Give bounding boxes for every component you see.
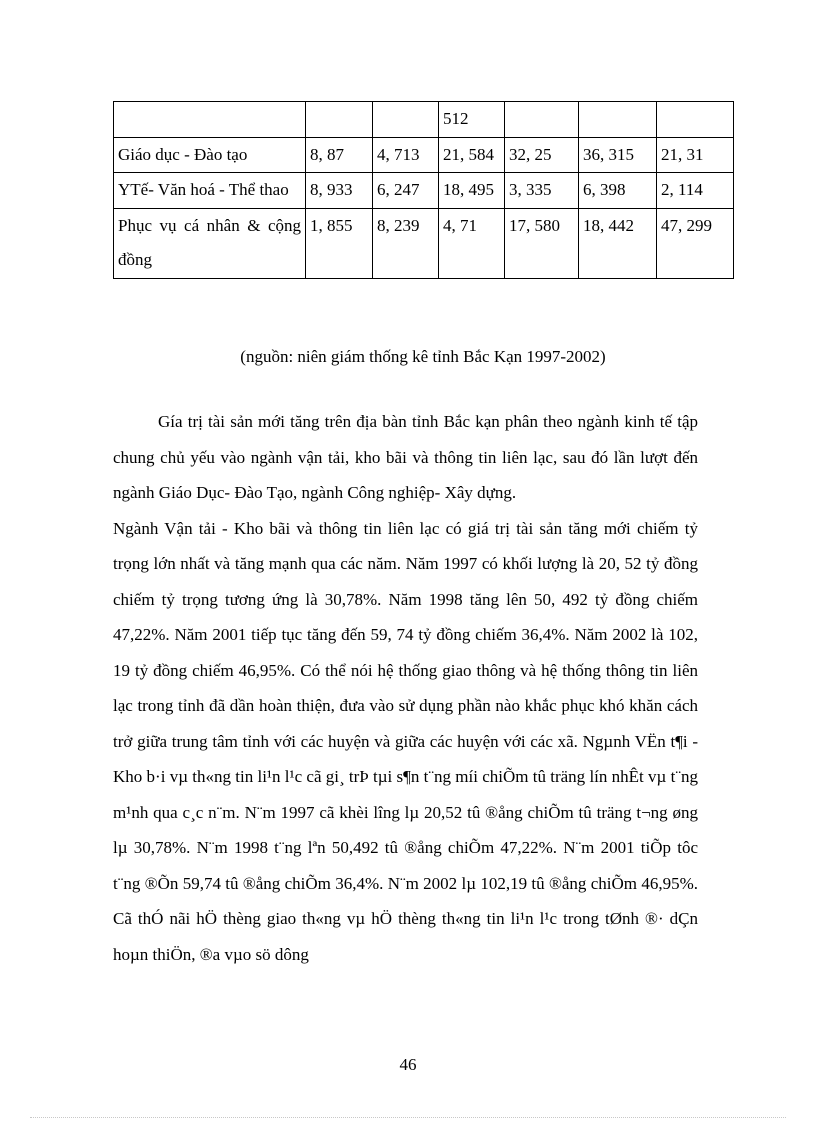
table-cell: 4, 71 [439,208,505,278]
paragraph-1: Gía trị tài sản mới tăng trên địa bàn tỉnh Bắc kạn phân theo ngành kinh tế tập chung chủ yếu vào ngành vận tải, kho bãi và thông tin liên lạc, sau đó lần lượt đến ngành Giáo Dục- Đào Tạo, ngành Công nghiệp- Xây dựng. [113,412,698,502]
table-cell: 3, 335 [505,173,579,209]
table-caption: (nguồn: niên giám thống kê tỉnh Bắc Kạn 1997-2002) [240,347,606,366]
row-label-cell: YTế- Văn hoá - Thể thao [114,173,306,209]
table-row [114,137,734,173]
table-cell: 1, 855 [306,208,373,278]
data-table [113,101,734,279]
table-cell: 36, 315 [579,137,657,173]
table-cell: 21, 584 [439,137,505,173]
table-row [114,208,734,278]
table-cell: 47, 299 [657,208,734,278]
row-label-cell: Giáo dục - Đào tạo [114,137,306,173]
table-cell: 6, 247 [373,173,439,209]
table-row [114,102,734,138]
row-label-cell [114,102,306,138]
table-cell: 8, 933 [306,173,373,209]
table-cell: 8, 87 [306,137,373,173]
table-cell: 18, 442 [579,208,657,278]
page-number: 46 [399,1055,417,1074]
row-label-cell: Phục vụ cá nhân & cộng đồng [114,208,306,278]
table-row [114,173,734,209]
table-cell: 8, 239 [373,208,439,278]
table-cell [306,102,373,138]
table-cell: 32, 25 [505,137,579,173]
table-cell: 512 [439,102,505,138]
table-cell: 21, 31 [657,137,734,173]
table-cell [373,102,439,138]
table-cell: 2, 114 [657,173,734,209]
table-cell: 17, 580 [505,208,579,278]
table-cell [505,102,579,138]
table-cell: 4, 713 [373,137,439,173]
table-cell: 6, 398 [579,173,657,209]
table-cell [657,102,734,138]
table-cell [579,102,657,138]
table-cell: 18, 495 [439,173,505,209]
paragraph-2: Ngành Vận tải - Kho bãi và thông tin liên lạc có giá trị tài sản tăng mới chiếm tỷ trọng lớn nhất và tăng mạnh qua các năm. Năm 1997 có khối lượng là 20, 52 tỷ đồng chiếm tỷ trọng tương ứng là 30,78%. Năm 1998 tăng lên 50, 492 tỷ đồng chiếm 47,22%. Năm 2001 tiếp tục tăng đến 59, 74 tỷ đồng chiếm 36,4%. Năm 2002 là 102, 19 tỷ đồng chiếm 46,95%. Có thể nói hệ thống giao thông và hệ thống thông tin liên lạc trong tỉnh đã dần hoàn thiện, đưa vào sử dụng phần nào khắc phục khó khăn cách trở giữa trung tâm tỉnh với các huyện và giữa các huyện với các xã. Ngµnh VËn t¶i - Kho b·i vµ th«ng tin li¹n l¹c cã gi¸ trÞ tµi s¶n t¨ng míi chiÕm tû träng lín nhÊt vµ t¨ng m¹nh qua c¸c n¨m. N¨m 1997 cã khèi lîng lµ 20,52 tû ®ång chiÕm tû träng t¬ng øng lµ 30,78%. N¨m 1998 t¨ng lªn 50,492 tû ®ång chiÕm 47,22%. N¨m 2001 tiÕp tôc t¨ng ®Õn 59,74 tû ®ång chiÕm 36,4%. N¨m 2002 lµ 102,19 tû ®ång chiÕm 46,95%. Cã thÓ nãi hÖ thèng giao th«ng vµ hÖ thèng th«ng tin li¹n l¹c trong tØnh ®· dÇn hoµn thiÖn, ®a vµo sö dông [113,518,698,964]
footer-divider [30,1117,786,1118]
body-text [113,404,698,972]
